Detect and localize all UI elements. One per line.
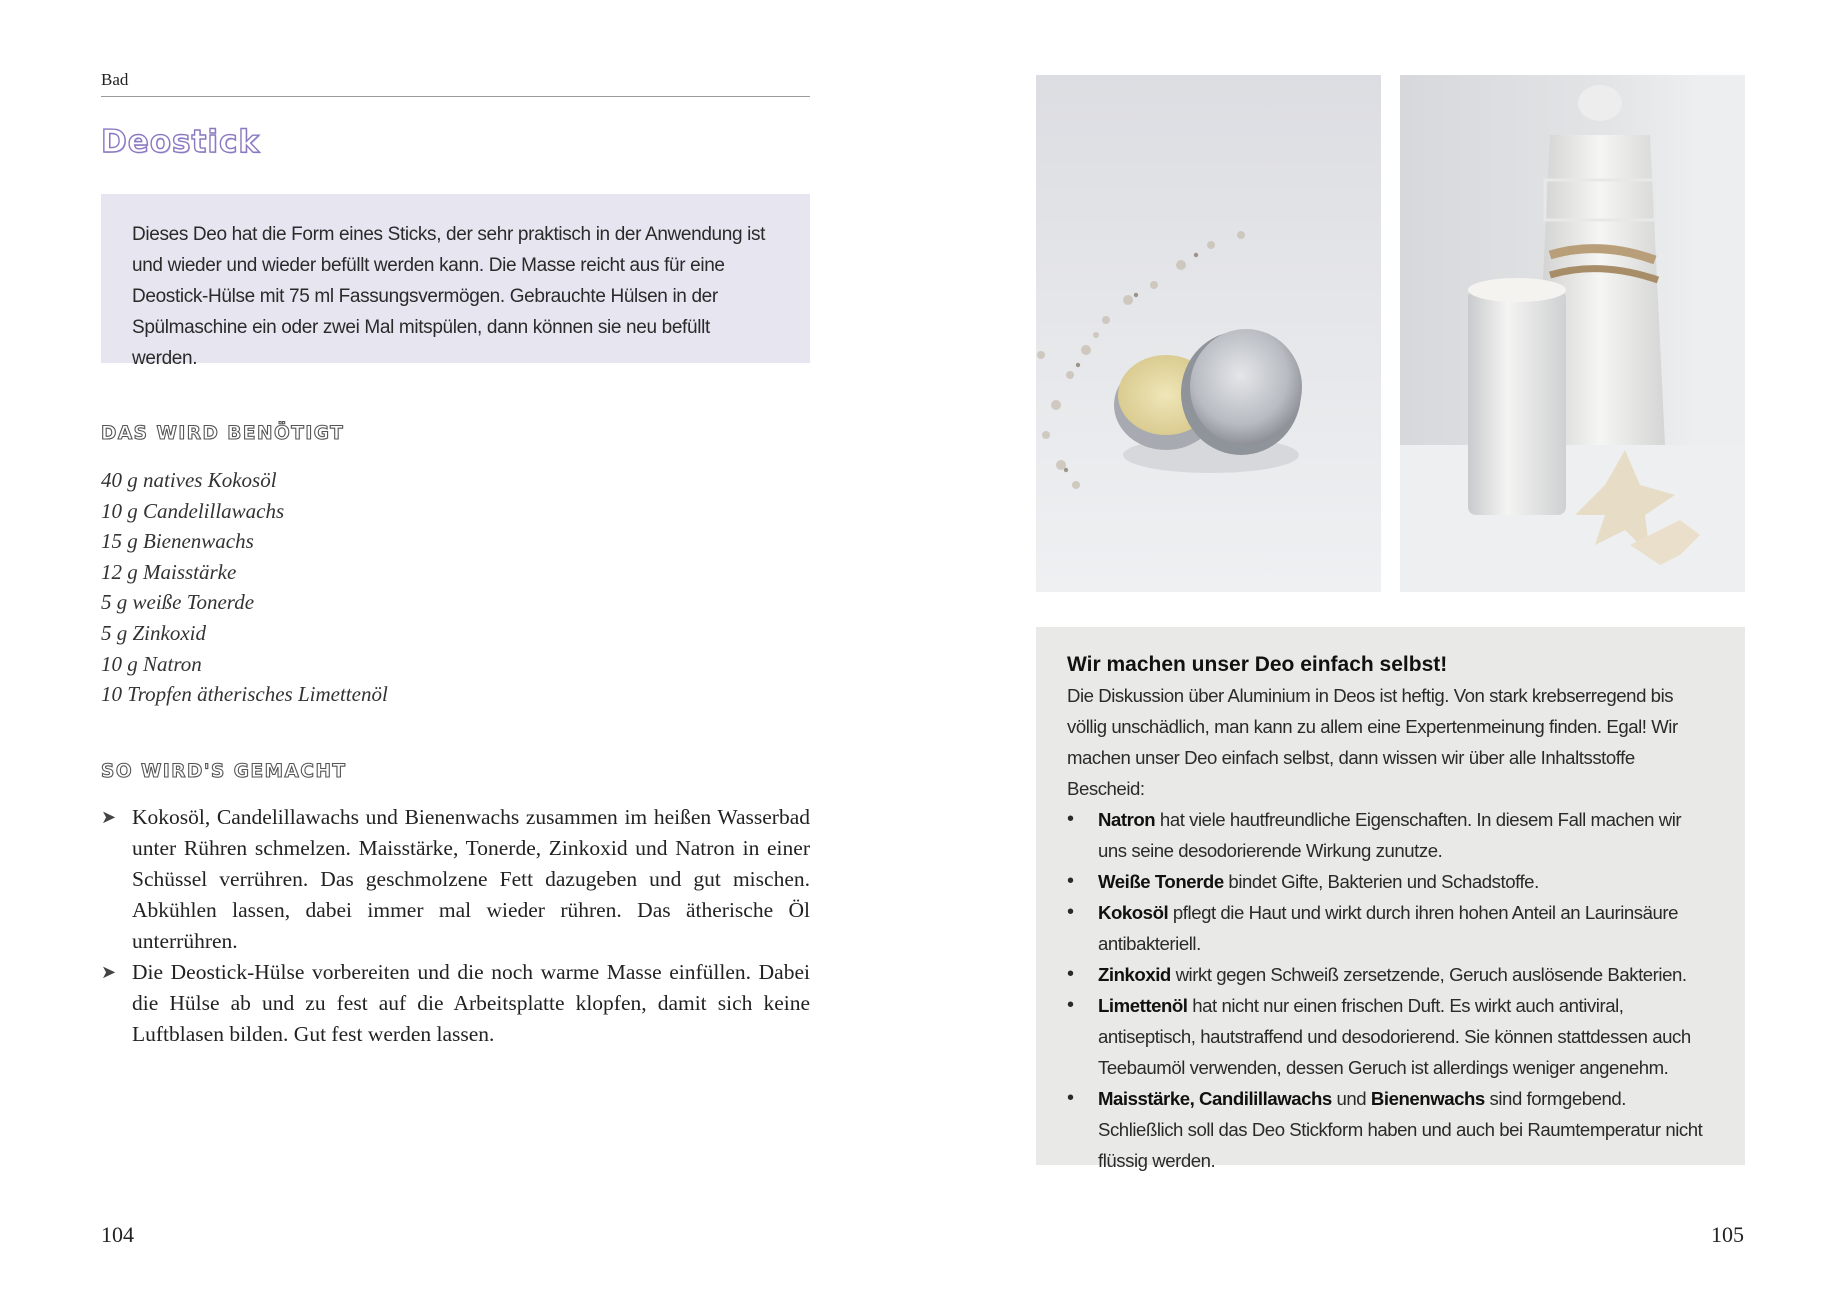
- step-item: [101, 802, 810, 957]
- step-item: [101, 957, 810, 1050]
- list-item: [1067, 897, 1714, 959]
- steps-heading: SO WIRD'S GEMACHT: [101, 761, 347, 782]
- item-text: wirkt gegen Schweiß zersetzende, Geruch auslösende Bakterien.: [1170, 964, 1687, 985]
- ingredient-item: 40 g natives Kokosöl: [101, 468, 277, 492]
- page-number-left: 104: [101, 1222, 134, 1247]
- item-text: sind formgebend. Schließlich soll das Deo Stickform haben und auch bei Raumtemperatur nicht flüssig werden.: [1098, 1088, 1703, 1171]
- item-text: pflegt die Haut und wirkt durch ihren hohen Anteil an Laurinsäure antibakteriell.: [1098, 902, 1679, 954]
- right-page: [915, 0, 1831, 1299]
- tin-photo-illustration: [1036, 75, 1381, 592]
- intro-text: Dieses Deo hat die Form eines Sticks, der sehr praktisch in der Anwendung ist und wieder und wieder befüllt werden kann. Die Masse reicht aus für eine Deostick-Hülse mit 75 ml Fassungsvermögen. Gebrauchte Hülsen in der Spülmaschine ein oder zwei Mal mitspülen, dann können sie neu befüllt werden.: [132, 224, 766, 369]
- ingredient-item: 12 g Maisstärke: [101, 559, 237, 584]
- bullet-icon: •: [1067, 808, 1074, 830]
- intro-box: [101, 194, 810, 369]
- page-number-right: 105: [1711, 1222, 1744, 1247]
- left-page: [0, 0, 915, 1299]
- ingredient-item: 5 g weiße Tonerde: [101, 590, 255, 615]
- ingredient-item: 10 g Natron: [101, 651, 202, 676]
- item-term: Kokosöl: [1098, 902, 1169, 923]
- item-term: Maisstärke, Candilillawachs: [1098, 1088, 1332, 1109]
- item-text: bindet Gifte, Bakterien und Schadstoffe.: [1223, 871, 1539, 892]
- list-item: [1067, 804, 1714, 866]
- bullet-icon: •: [1067, 1087, 1074, 1109]
- list-item: [1067, 959, 1714, 990]
- bullet-icon: •: [1067, 994, 1074, 1016]
- item-term: Zinkoxid: [1098, 964, 1171, 985]
- item-term: Natron: [1098, 809, 1156, 830]
- info-list: [1067, 804, 1714, 1176]
- photo-deostick: [1400, 75, 1745, 592]
- ingredient-list: [101, 465, 601, 710]
- list-item: [1067, 1083, 1714, 1176]
- info-intro: Die Diskussion über Aluminium in Deos ist heftig. Von stark krebserregend bis völlig unschädlich, man kann zu allem eine Expertenmeinung finden. Egal! Wir machen unser Deo einfach selbst, dann wissen wir über alle Inhaltsstoffe Bescheid:: [1067, 685, 1678, 799]
- item-term: Bienenwachs: [1370, 1088, 1485, 1109]
- item-term: Limettenöl: [1098, 995, 1188, 1016]
- photo-tin: [1036, 75, 1381, 592]
- running-head: Bad: [101, 70, 810, 97]
- deostick-photo-illustration: [1400, 75, 1745, 592]
- item-text: hat viele hautfreundliche Eigenschaften. In diesem Fall machen wir uns seine desodorierende Wirkung zunutze.: [1098, 809, 1682, 861]
- info-title: Wir machen unser Deo einfach selbst!: [1067, 653, 1448, 676]
- item-text: und: [1331, 1088, 1371, 1109]
- info-box: [1036, 627, 1745, 1171]
- arrow-bullet-icon: ➤: [101, 962, 117, 982]
- ingredients-heading: DAS WIRD BENÖTIGT: [101, 423, 345, 444]
- ingredient-item: 15 g Bienenwachs: [101, 529, 254, 554]
- list-item: [1067, 866, 1714, 897]
- recipe-title: Deostick: [101, 124, 260, 160]
- step-list: [101, 802, 810, 1050]
- bullet-icon: •: [1067, 963, 1074, 985]
- item-term: Weiße Tonerde: [1098, 871, 1224, 892]
- step-text: Kokosöl, Candelillawachs und Bienenwachs zusammen im heißen Wasserbad unter Rühren schmelzen. Maisstärke, Tonerde, Zinkoxid und Natron in einer Schüssel verrühren. Das geschmolzene Fett dazugeben und gut mischen. Abkühlen lassen, dabei immer mal wieder rühren. Das ätherische Öl unterrühren.: [132, 805, 810, 953]
- ingredient-item: 10 Tropfen ätherisches Limettenöl: [101, 682, 388, 707]
- ingredient-item: 10 g Candelillawachs: [101, 498, 285, 523]
- item-text: hat nicht nur einen frischen Duft. Es wirkt auch antiviral, antiseptisch, hautstraffend und desodorierend. Sie können stattdessen auch Teebaumöl verwenden, dessen Geruch ist allerdings weniger angenehm.: [1098, 995, 1691, 1078]
- arrow-bullet-icon: ➤: [101, 807, 117, 827]
- step-text: Die Deostick-Hülse vorbereiten und die noch warme Masse einfüllen. Dabei die Hülse ab und zu fest auf die Arbeitsplatte klopfen, damit sich keine Luftblasen bilden. Gut fest werden lassen.: [132, 960, 810, 1046]
- bullet-icon: •: [1067, 901, 1074, 923]
- bullet-icon: •: [1067, 870, 1074, 892]
- ingredient-item: 5 g Zinkoxid: [101, 620, 206, 645]
- list-item: [1067, 990, 1714, 1083]
